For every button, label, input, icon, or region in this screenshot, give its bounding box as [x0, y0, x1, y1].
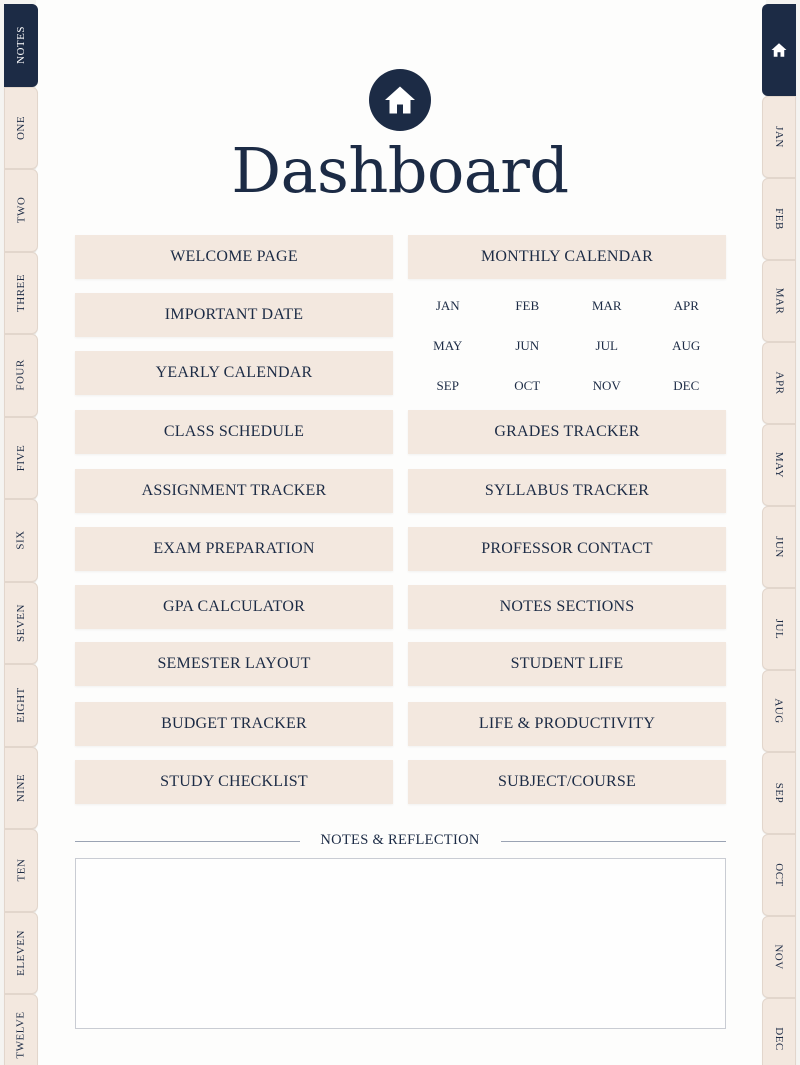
- notes-title: NOTES & REFLECTION: [320, 832, 480, 848]
- tab-nine[interactable]: [4, 747, 38, 830]
- tab-label: NINE: [15, 773, 27, 802]
- tab-label: APR: [773, 371, 785, 395]
- month-link-jan[interactable]: JAN: [435, 298, 460, 313]
- budget-tracker-button[interactable]: BUDGET TRACKER: [75, 702, 393, 746]
- class-schedule-button[interactable]: CLASS SCHEDULE: [75, 410, 393, 454]
- month-link-may[interactable]: MAY: [433, 338, 463, 353]
- student-life-button[interactable]: STUDENT LIFE: [408, 642, 726, 686]
- month-link-jul[interactable]: JUL: [595, 338, 618, 353]
- tab-nov[interactable]: [762, 916, 796, 998]
- welcome-page-button[interactable]: WELCOME PAGE: [75, 235, 393, 279]
- important-date-button[interactable]: IMPORTANT DATE: [75, 293, 393, 337]
- tab-may[interactable]: [762, 424, 796, 506]
- exam-preparation-button[interactable]: EXAM PREPARATION: [75, 527, 393, 571]
- month-link-nov[interactable]: NOV: [592, 378, 621, 393]
- month-link-apr[interactable]: APR: [673, 298, 699, 313]
- page-title: Dashboard: [231, 134, 569, 207]
- home-icon: [382, 82, 418, 118]
- tab-sep[interactable]: [762, 752, 796, 834]
- professor-contact-button[interactable]: PROFESSOR CONTACT: [408, 527, 726, 571]
- tab-home[interactable]: [762, 4, 796, 96]
- month-link-dec[interactable]: DEC: [673, 378, 700, 393]
- assignment-tracker-button[interactable]: ASSIGNMENT TRACKER: [75, 469, 393, 513]
- tab-label: EIGHT: [15, 687, 27, 723]
- tab-oct[interactable]: [762, 834, 796, 916]
- tab-label: FIVE: [14, 444, 27, 471]
- tab-jun[interactable]: [762, 506, 796, 588]
- tab-notes[interactable]: [4, 4, 38, 87]
- tab-label: DEC: [773, 1027, 785, 1051]
- tab-label: MAR: [773, 287, 785, 315]
- month-link-feb[interactable]: FEB: [515, 298, 540, 313]
- tab-six[interactable]: [4, 499, 38, 582]
- yearly-calendar-button[interactable]: YEARLY CALENDAR: [75, 351, 393, 395]
- home-logo[interactable]: [369, 69, 431, 131]
- divider: [75, 841, 300, 842]
- tab-label: ELEVEN: [15, 929, 28, 976]
- tab-label: JUN: [772, 536, 785, 558]
- notes-area[interactable]: [75, 858, 726, 1029]
- tab-aug[interactable]: [762, 670, 796, 752]
- subject-course-button[interactable]: SUBJECT/COURSE: [408, 760, 726, 804]
- tab-dec[interactable]: [762, 998, 796, 1065]
- study-checklist-button[interactable]: STUDY CHECKLIST: [75, 760, 393, 804]
- tab-label: AUG: [773, 698, 785, 724]
- tab-label: NOTES: [15, 26, 28, 65]
- tab-label: JAN: [772, 126, 785, 148]
- semester-layout-button[interactable]: SEMESTER LAYOUT: [75, 642, 393, 686]
- grades-tracker-button[interactable]: GRADES TRACKER: [408, 410, 726, 454]
- life-productivity-button[interactable]: LIFE & PRODUCTIVITY: [408, 702, 726, 746]
- tab-seven[interactable]: [4, 582, 38, 665]
- tab-jul[interactable]: [762, 588, 796, 670]
- tab-label: TEN: [14, 858, 27, 882]
- tab-five[interactable]: [4, 417, 38, 500]
- tab-label: TWELVE: [15, 1011, 28, 1059]
- tab-label: OCT: [773, 863, 785, 887]
- tab-eleven[interactable]: [4, 912, 38, 995]
- gpa-calculator-button[interactable]: GPA CALCULATOR: [75, 585, 393, 629]
- tab-ten[interactable]: [4, 829, 38, 912]
- month-link-mar[interactable]: MAR: [591, 298, 622, 313]
- tab-apr[interactable]: [762, 342, 796, 424]
- monthly-calendar-button[interactable]: MONTHLY CALENDAR: [408, 235, 726, 279]
- tab-four[interactable]: [4, 334, 38, 417]
- tab-twelve[interactable]: [4, 994, 38, 1065]
- tab-label: SIX: [14, 530, 27, 550]
- month-grid: [408, 286, 726, 406]
- tab-eight[interactable]: [4, 664, 38, 747]
- tab-label: THREE: [15, 273, 28, 312]
- tab-label: FOUR: [15, 359, 27, 391]
- tab-label: SEVEN: [15, 603, 28, 642]
- month-link-jun[interactable]: JUN: [515, 338, 540, 353]
- tab-label: TWO: [14, 196, 27, 224]
- tab-label: NOV: [773, 944, 785, 970]
- month-link-oct[interactable]: OCT: [514, 378, 541, 393]
- month-link-sep[interactable]: SEP: [436, 378, 459, 393]
- tab-label: ONE: [14, 115, 27, 140]
- tab-label: MAY: [772, 451, 785, 479]
- notes-sections-button[interactable]: NOTES SECTIONS: [408, 585, 726, 629]
- home-icon: [770, 41, 788, 59]
- tab-three[interactable]: [4, 252, 38, 335]
- divider: [501, 841, 726, 842]
- tab-label: FEB: [773, 208, 785, 230]
- tab-label: JUL: [772, 618, 785, 640]
- tab-label: SEP: [773, 782, 785, 804]
- syllabus-tracker-button[interactable]: SYLLABUS TRACKER: [408, 469, 726, 513]
- month-link-aug[interactable]: AUG: [672, 338, 701, 353]
- tab-mar[interactable]: [762, 260, 796, 342]
